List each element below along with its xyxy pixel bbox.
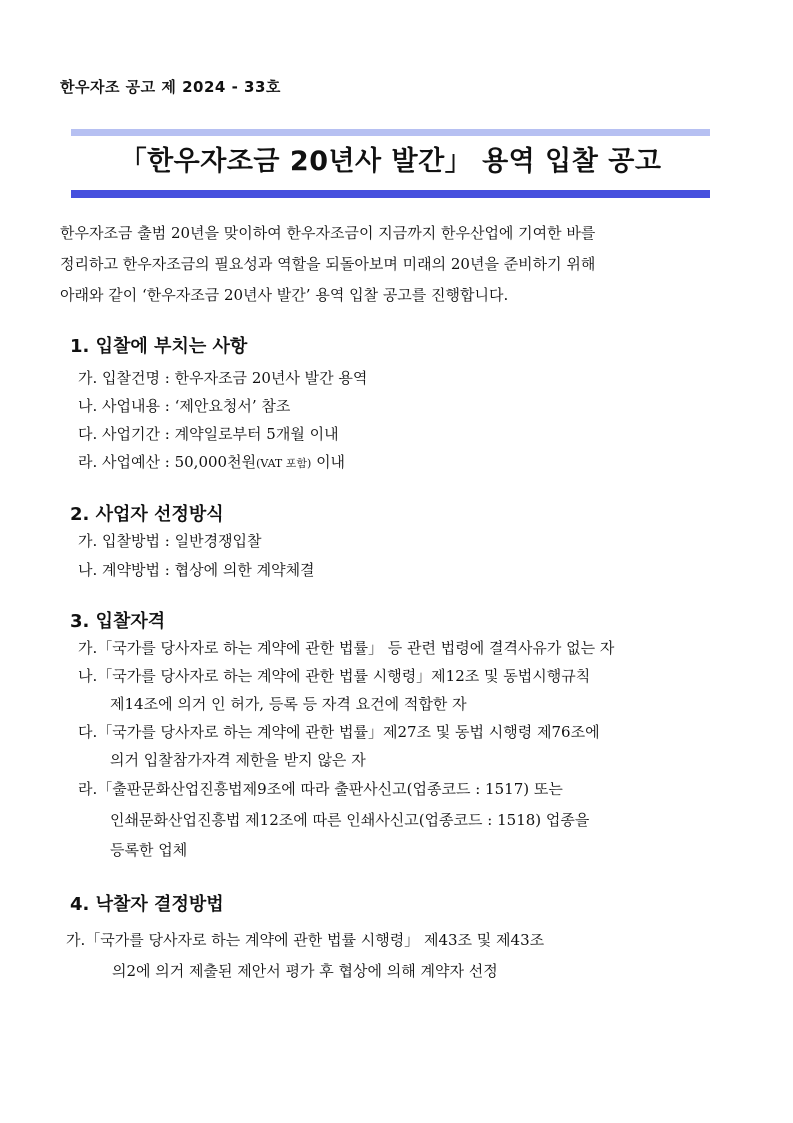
item-marker: 가. — [78, 532, 98, 550]
item-text: 「국가를 당사자로 하는 계약에 관한 법률 시행령」제12조 및 동법시행규칙 — [97, 667, 591, 685]
list-item — [78, 420, 339, 449]
list-item — [78, 392, 290, 421]
list-item — [66, 926, 544, 955]
item-marker: 나. — [78, 397, 98, 415]
title-bottom-bar — [71, 190, 710, 198]
item-marker: 가. — [66, 931, 86, 949]
item-marker: 다. — [78, 425, 98, 443]
intro-line: 한우자조금 출범 20년을 맞이하여 한우자조금이 지금까지 한우산업에 기여한 바를 — [60, 224, 596, 242]
item-marker: 라. — [78, 780, 98, 798]
list-item — [78, 364, 367, 393]
list-item — [78, 662, 590, 691]
list-item — [78, 448, 345, 478]
list-item — [78, 718, 600, 747]
item-text: 「국가를 당사자로 하는 계약에 관한 법률 시행령」 제43조 및 제43조 — [85, 931, 545, 949]
section-title-award-method: 4. 낙찰자 결정방법 — [70, 894, 224, 915]
page-title: 「한우자조금 20년사 발간」 용역 입찰 공고 — [119, 146, 662, 177]
list-item — [78, 556, 315, 585]
item-text: 사업기간 : 계약일로부터 5개월 이내 — [102, 425, 339, 443]
item-text: 「출판문화산업진흥법제9조에 따라 출판사신고(업종코드 : 1517) 또는 — [97, 780, 563, 798]
item-text: 사업내용 : ‘제안요청서’ 참조 — [102, 397, 291, 415]
list-item — [78, 634, 614, 663]
item-text: 입찰방법 : 일반경쟁입찰 — [102, 532, 262, 550]
intro-line: 정리하고 한우자조금의 필요성과 역할을 되돌아보며 미래의 20년을 준비하기 위해 — [60, 255, 596, 273]
item-text-continued: 제14조에 의거 인 허가, 등록 등 자격 요건에 적합한 자 — [110, 695, 467, 713]
item-text-suffix: 이내 — [311, 453, 346, 471]
item-text-continued: 의거 입찰참가자격 제한을 받지 않은 자 — [110, 751, 366, 769]
item-marker: 가. — [78, 639, 98, 657]
item-text: 계약방법 : 협상에 의한 계약체결 — [102, 561, 315, 579]
item-text-continued: 의2에 의거 제출된 제안서 평가 후 협상에 의해 계약자 선정 — [112, 962, 498, 980]
list-item — [78, 775, 563, 804]
section-title-bidding-items: 1. 입찰에 부치는 사항 — [70, 336, 248, 357]
item-text-vat: (VAT 포함) — [256, 457, 312, 470]
intro-line: 아래와 같이 ‘한우자조금 20년사 발간’ 용역 입찰 공고를 진행합니다. — [60, 286, 509, 304]
item-marker: 라. — [78, 453, 98, 471]
item-text: 「국가를 당사자로 하는 계약에 관한 법률」제27조 및 동법 시행령 제76조에 — [97, 723, 600, 741]
item-text: 「국가를 당사자로 하는 계약에 관한 법률」 등 관련 법령에 결격사유가 없는 자 — [97, 639, 615, 657]
item-text: 입찰건명 : 한우자조금 20년사 발간 용역 — [102, 369, 368, 387]
item-marker: 가. — [78, 369, 98, 387]
item-text: 사업예산 : 50,000천원 — [102, 453, 257, 471]
item-marker: 나. — [78, 561, 98, 579]
section-title-selection-method: 2. 사업자 선정방식 — [70, 504, 224, 525]
item-marker: 나. — [78, 667, 98, 685]
list-item — [78, 527, 262, 556]
title-top-bar — [71, 129, 710, 136]
section-title-qualifications: 3. 입찰자격 — [70, 611, 166, 632]
item-text-continued: 인쇄문화산업진흥법 제12조에 따른 인쇄사신고(업종코드 : 1518) 업종을 — [110, 811, 590, 829]
intro-paragraph — [60, 218, 705, 311]
document-number: 한우자조 공고 제 2024 - 33호 — [60, 78, 281, 96]
item-marker: 다. — [78, 723, 98, 741]
item-text-continued: 등록한 업체 — [110, 841, 188, 859]
